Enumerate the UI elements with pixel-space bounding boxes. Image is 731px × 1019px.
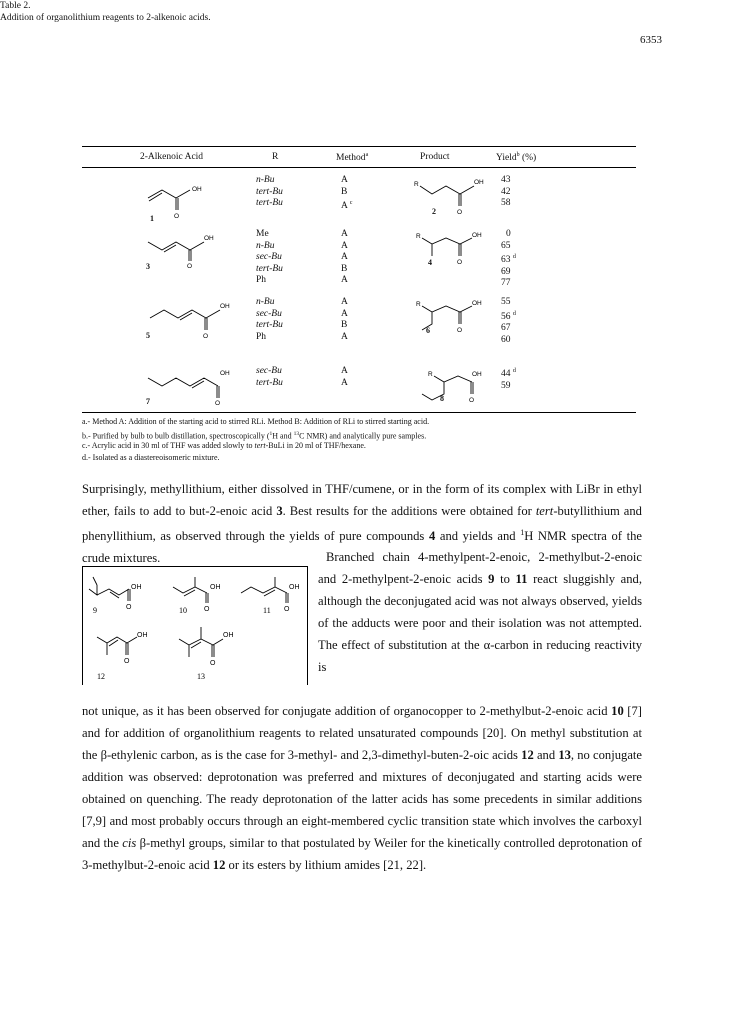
text: and: [533, 748, 559, 762]
o-label: O: [187, 263, 193, 270]
fn-b-text: b.- Purified by bulb to bulb distillation, spectroscopically (: [82, 431, 270, 441]
text: react sluggishly and, although the deconjugated acid was not always observed, yields of the adducts were poor and their isolation was not attempted. The effect of substitution at the α-carbon in reducing reactivity is: [318, 572, 642, 674]
method-letter: A: [341, 201, 348, 211]
r-value: tert-Bu: [256, 263, 283, 274]
header-yield-text: Yield: [496, 153, 517, 164]
oh-label: OH: [204, 235, 214, 242]
r-value: sec-Bu: [256, 252, 282, 262]
yield-value: 59: [501, 380, 511, 391]
group4-r-col: [256, 366, 283, 389]
yield-mark: d: [512, 310, 516, 317]
r-value: tert-Bu: [256, 320, 283, 330]
r-value: tert-Bu: [256, 377, 283, 388]
compound-label: 13: [197, 672, 205, 681]
r-value: sec-Bu: [256, 308, 282, 319]
text: to: [494, 572, 516, 586]
o-label: O: [215, 400, 221, 406]
page-number: 6353: [640, 34, 662, 46]
compound-ref: 12: [212, 858, 226, 872]
footnote-c: [82, 441, 366, 451]
group4-method-col: [341, 366, 348, 389]
fn-c-italic: tert: [254, 441, 266, 450]
yield-value: [501, 366, 516, 381]
r-value: n-Bu: [256, 297, 275, 307]
o-label: O: [126, 604, 132, 611]
yield-number: 56: [501, 311, 511, 322]
acid-number: 5: [146, 331, 150, 340]
method-mark: c: [349, 200, 353, 206]
yield-value: 67: [501, 323, 511, 333]
o-label: O: [174, 213, 180, 220]
footnote-a: a.- Method A: Addition of the starting acid to stirred RLi. Method B: Addition of RLi to stirred starting acid.: [82, 417, 430, 426]
text: Surprisingly, methyllithium, either dissolved in THF/cumene, or in the form of its complex with LiBr in ethyl ether, fails to add to but-2-enoic acid: [82, 482, 642, 518]
compound-label: 12: [97, 672, 105, 681]
method-value: [341, 198, 352, 213]
header-yield: [496, 152, 536, 163]
yield-value: 55: [501, 297, 511, 307]
method-value: A: [341, 377, 348, 388]
compounds-9-13-figure: [83, 567, 307, 685]
o-label: O: [469, 397, 475, 404]
oh-label: OH: [220, 303, 230, 310]
o-label: O: [457, 209, 463, 216]
method-value: A: [341, 308, 348, 319]
o-label: O: [124, 658, 130, 665]
compound-ref: 12: [521, 748, 534, 762]
o-label: O: [284, 606, 290, 613]
yield-number: 44: [501, 369, 511, 379]
oh-label: OH: [289, 584, 300, 591]
yield-value: 58: [501, 198, 511, 208]
header-method-mark: a: [365, 152, 369, 158]
group2-r-col: [256, 229, 283, 287]
oh-label: OH: [131, 584, 142, 591]
text: , no conjugate addition was observed: deprotonation was preferred and mixtures of deconjugated and starting acids were obtained on quenching. The ready deprotonation of the latter acids has some precedents in similar additions [7,9] and most probably occurs through an eight-membered cyclic transition state which involves the carboxyl and the: [82, 748, 642, 850]
table-header-rule: [82, 167, 636, 168]
o-label: O: [457, 327, 463, 334]
paragraph-2-continued: [82, 700, 642, 876]
r-label: R: [428, 371, 433, 378]
method-value: A: [341, 175, 348, 185]
method-value: A: [341, 275, 348, 285]
r-value: n-Bu: [256, 175, 275, 185]
product-number: 2: [432, 207, 436, 216]
group3-r-col: [256, 297, 283, 343]
method-value: B: [341, 320, 348, 330]
yield-value: 42: [501, 186, 511, 197]
fn-b-text: C NMR) and analytically pure samples.: [299, 431, 427, 441]
r-value: n-Bu: [256, 240, 275, 251]
yield-value: 69: [501, 266, 511, 277]
group1-r-col: [256, 175, 283, 210]
compound-ref: 4: [428, 529, 436, 544]
group2-method-col: [341, 229, 348, 287]
oh-label: OH: [137, 632, 148, 639]
header-yield-mark: b: [516, 152, 520, 158]
table-label: Table 2.: [0, 1, 31, 11]
table-top-rule: [82, 146, 636, 147]
compound-ref: 13: [558, 748, 571, 762]
footnote-b: [82, 429, 426, 442]
r-label: R: [414, 181, 419, 188]
yield-mark: d: [512, 368, 516, 374]
fn-c-text: c.- Acrylic acid in 30 ml of THF was added slowly to: [82, 441, 255, 450]
method-value: B: [341, 263, 348, 274]
r-label: R: [416, 233, 421, 240]
fn-c-text: -BuLi in 20 ml of THF/hexane.: [265, 441, 366, 450]
acid-number: 3: [146, 262, 150, 271]
header-r: R: [272, 152, 279, 162]
product-number: 6: [426, 326, 430, 335]
product-8-structure: [402, 366, 492, 410]
compound-ref: 9: [488, 572, 495, 586]
italic-text: cis: [122, 836, 137, 850]
compound-ref: 11: [515, 572, 528, 586]
text: and yields and: [435, 529, 521, 544]
acid-3-structure: [140, 230, 220, 270]
r-value: tert-Bu: [256, 186, 283, 197]
o-label: O: [203, 333, 209, 340]
yield-value: 43: [501, 175, 511, 185]
acid-5-structure: [140, 298, 230, 340]
o-label: O: [204, 606, 210, 613]
oh-label: OH: [474, 179, 484, 186]
r-value: tert-Bu: [256, 198, 283, 208]
compound-label: 9: [93, 606, 97, 615]
header-method: [336, 152, 368, 163]
text: Branched chain 4-methylpent-2-enoic, 2-methylbut-2-enoic and 2-methylpent-2-enoic acids: [318, 550, 642, 586]
r-value: Ph: [256, 275, 267, 285]
header-acid: 2-Alkenoic Acid: [140, 152, 204, 162]
yield-value: [501, 309, 516, 324]
yield-value: 65: [501, 240, 511, 251]
oh-label: OH: [220, 370, 230, 377]
text: -butyllithium and phenyllithium, as observed through the yields of pure compounds: [82, 504, 642, 544]
fn-b-text: H and: [272, 431, 294, 441]
figure-box: [82, 566, 308, 685]
method-value: A: [341, 229, 348, 239]
fn-b-sup: 13: [293, 431, 300, 437]
product-6-structure: [410, 298, 490, 342]
r-value: Ph: [256, 331, 267, 342]
header-yield-unit: (%): [521, 153, 537, 164]
method-value: A: [341, 240, 348, 251]
product-number: 4: [428, 258, 432, 267]
method-value: A: [341, 252, 348, 262]
text: . Best results for the additions were obtained for: [282, 504, 536, 518]
yield-value: [501, 252, 516, 267]
oh-label: OH: [192, 186, 202, 193]
o-label: O: [210, 660, 216, 667]
group2-yield-col: [501, 229, 516, 290]
r-value: Me: [256, 229, 269, 239]
table-caption: [0, 0, 731, 24]
yield-value: 77: [501, 278, 511, 288]
yield-value: 0: [506, 229, 511, 239]
r-value: sec-Bu: [256, 366, 282, 376]
text: not unique, as it has been observed for conjugate addition of organocopper to 2-methylbut-2-enoic acid: [82, 704, 612, 718]
text: H NMR spectra of the crude mixtures.: [82, 529, 642, 566]
group3-method-col: [341, 297, 348, 343]
method-value: B: [341, 186, 348, 197]
oh-label: OH: [472, 300, 482, 307]
text: β-methyl groups, similar to that postulated by Weiler for the kinetically controlled deprotonation of 3-methylbut-2-enoic acid: [82, 836, 642, 872]
group4-yield-col: [501, 366, 516, 392]
compound-label: 10: [179, 606, 187, 615]
method-value: A: [341, 297, 348, 307]
header-method-text: Method: [336, 153, 366, 164]
text: or its esters by lithium amides [21, 22].: [225, 858, 427, 872]
oh-label: OH: [210, 584, 221, 591]
group1-method-col: [341, 175, 352, 213]
acid-7-structure: [140, 366, 240, 406]
compound-ref: 3: [276, 504, 283, 518]
superscript: 1: [520, 528, 525, 537]
table-title: Addition of organolithium reagents to 2-alkenoic acids.: [0, 13, 211, 23]
yield-mark: d: [512, 254, 516, 260]
oh-label: OH: [472, 232, 482, 239]
product-number: 8: [440, 394, 444, 403]
table-bottom-rule: [82, 412, 636, 413]
paragraph-2: [318, 546, 642, 678]
header-product: Product: [420, 152, 450, 162]
product-2-structure: [410, 176, 490, 220]
acid-number: 7: [146, 397, 150, 406]
italic-text: tert: [535, 504, 554, 518]
group1-yield-col: [501, 175, 511, 210]
product-4-structure: [410, 230, 490, 274]
acid-number: 1: [150, 214, 154, 223]
oh-label: OH: [223, 632, 234, 639]
footnote-d: d.- Isolated as a diastereoisomeric mixture.: [82, 453, 220, 462]
r-label: R: [416, 301, 421, 308]
compound-label: 11: [263, 606, 271, 615]
group3-yield-col: [501, 297, 516, 346]
o-label: O: [457, 259, 463, 266]
method-value: A: [341, 331, 348, 342]
method-value: A: [341, 366, 348, 376]
yield-number: 63: [501, 255, 511, 265]
compound-ref: 10: [611, 704, 624, 718]
yield-value: 60: [501, 334, 511, 345]
fn-b-sup: 1: [269, 431, 273, 437]
oh-label: OH: [472, 371, 482, 378]
text: [7] and for addition of organolithium reagents to related unsaturated compounds [20]. On methyl substitution at the β-ethylenic carbon, as is the case for 3-methyl- and 2,3-dimethyl-buten-2-oic acids: [82, 704, 642, 762]
